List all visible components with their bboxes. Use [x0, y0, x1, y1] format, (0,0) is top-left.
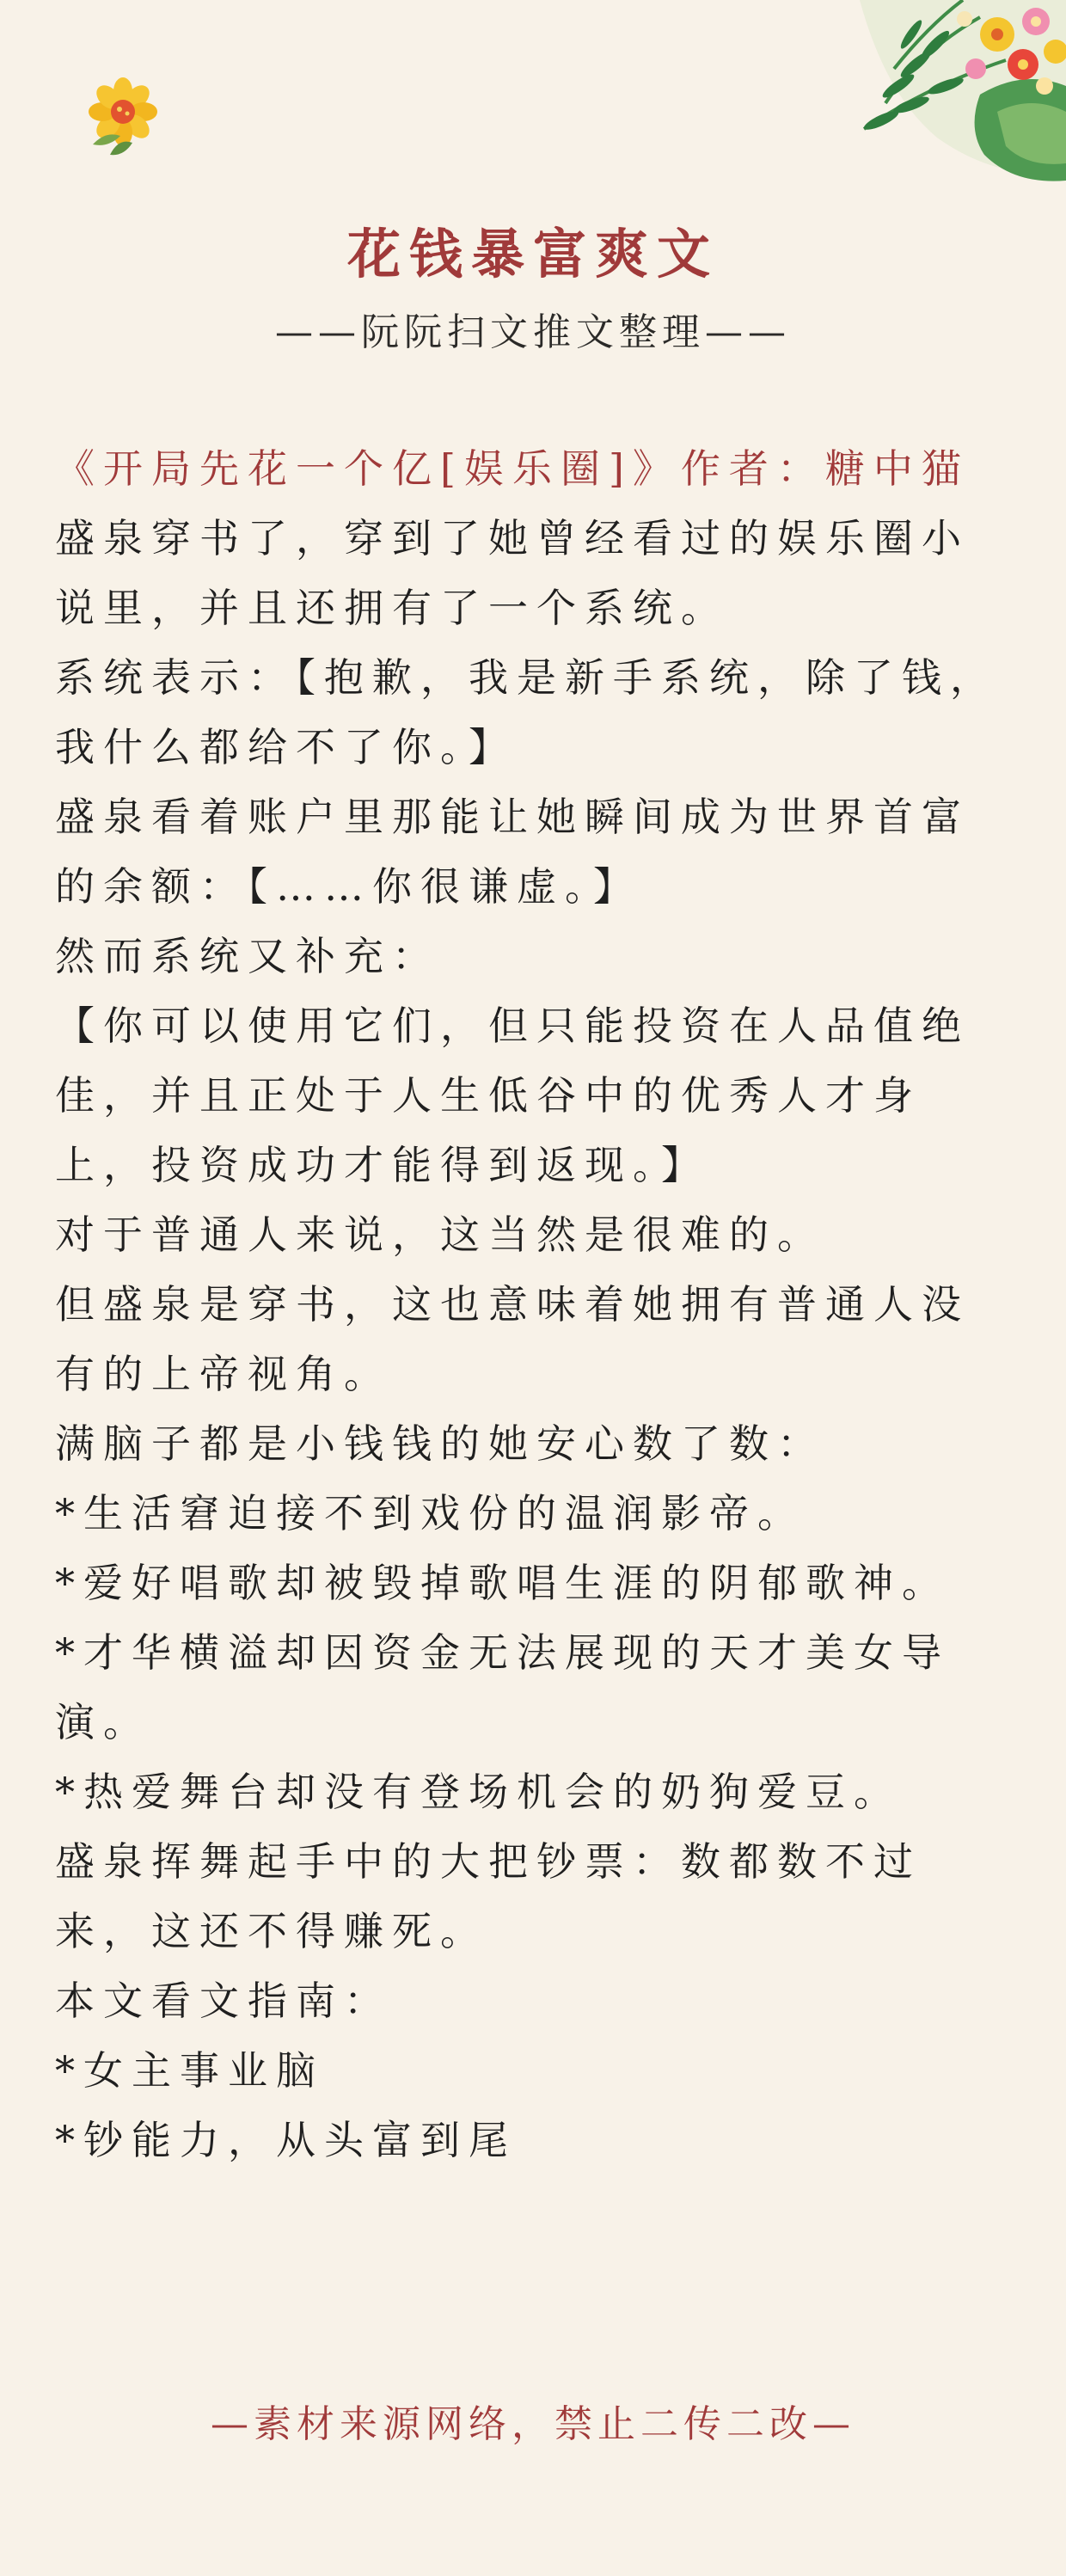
paragraph: 盛泉看着账户里那能让她瞬间成为世界首富的余额：【……你很谦虚。】 — [55, 794, 970, 910]
article-body — [55, 434, 1011, 2175]
paragraph: 盛泉挥舞起手中的大把钞票：数都数不过来，这还不得赚死。 — [55, 1838, 922, 1954]
sunflower-icon — [76, 69, 170, 163]
source-notice: —素材来源网络，禁止二传二改— — [211, 2402, 855, 2446]
page-subtitle: ——阮阮扫文推文整理—— — [275, 310, 791, 354]
paragraph: 然而系统又补充： — [55, 933, 440, 979]
paragraph: 盛泉穿书了，穿到了她曾经看过的娱乐圈小说里，并且还拥有了一个系统。 — [55, 515, 970, 631]
paragraph: 系统表示：【抱歉，我是新手系统，除了钱，我什么都给不了你。】 — [55, 654, 998, 770]
list-item: *才华横溢却因资金无法展现的天才美女导演。 — [55, 1629, 950, 1745]
list-item: *热爱舞台却没有登场机会的奶狗爱豆。 — [55, 1769, 902, 1815]
list-item: *生活窘迫接不到戏份的温润影帝。 — [55, 1490, 806, 1536]
flower-bouquet-icon — [782, 0, 1066, 206]
paragraph: 本文看文指南： — [55, 1978, 392, 2024]
list-item: *女主事业脑 — [55, 2047, 324, 2094]
page-title: 花钱暴富爽文 — [346, 223, 719, 285]
list-item: *爱好唱歌却被毁掉歌唱生涯的阴郁歌神。 — [55, 1560, 950, 1606]
paragraph: 【你可以使用它们，但只能投资在人品值绝佳，并且正处于人生低谷中的优秀人才身上，投资成功才能得到返现。】 — [55, 1003, 970, 1188]
book-title-line: 《开局先花一个亿[娱乐圈]》作者：糖中猫 — [55, 445, 970, 492]
paragraph: 满脑子都是小钱钱的她安心数了数： — [55, 1420, 825, 1467]
paragraph: 但盛泉是穿书，这也意味着她拥有普通人没有的上帝视角。 — [55, 1281, 970, 1397]
list-item: *钞能力，从头富到尾 — [55, 2117, 517, 2163]
paragraph: 对于普通人来说，这当然是很难的。 — [55, 1211, 825, 1258]
